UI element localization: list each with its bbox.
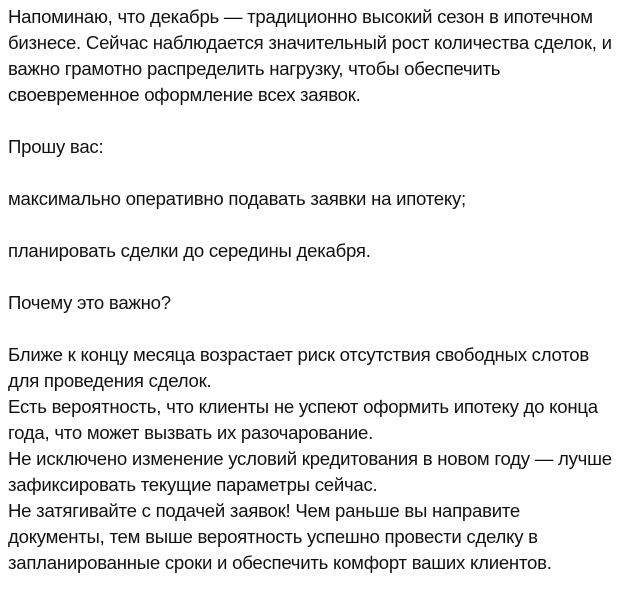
request-item-1: максимально оперативно подавать заявки на ипотеку; (8, 188, 466, 209)
message-body (8, 4, 614, 576)
why-heading: Почему это важно? (8, 292, 171, 313)
reason-3: Не исключено изменение условий кредитования в новом году — лучше зафиксировать текущие параметры сейчас. (8, 448, 612, 495)
intro-paragraph: Напоминаю, что декабрь — традиционно высокий сезон в ипотечном бизнесе. Сейчас наблюдается значительный рост количества сделок, и важно грамотно распределить нагрузку, чтобы обеспечить своевременное оформление всех заявок. (8, 6, 612, 105)
request-heading: Прошу вас: (8, 136, 104, 157)
paragraph-spacer (8, 108, 614, 134)
reason-4: Не затягивайте с подачей заявок! Чем раньше вы направите документы, тем выше вероятность успешно провести сделку в запланированные сроки и обеспечить комфорт ваших клиентов. (8, 500, 552, 573)
request-item-2: планировать сделки до середины декабря. (8, 240, 371, 261)
paragraph-spacer (8, 212, 614, 238)
reason-1: Ближе к концу месяца возрастает риск отсутствия свободных слотов для проведения сделок. (8, 344, 589, 391)
paragraph-spacer (8, 160, 614, 186)
paragraph-spacer (8, 316, 614, 342)
reason-2: Есть вероятность, что клиенты не успеют оформить ипотеку до конца года, что может вызвать их разочарование. (8, 396, 598, 443)
paragraph-spacer (8, 264, 614, 290)
